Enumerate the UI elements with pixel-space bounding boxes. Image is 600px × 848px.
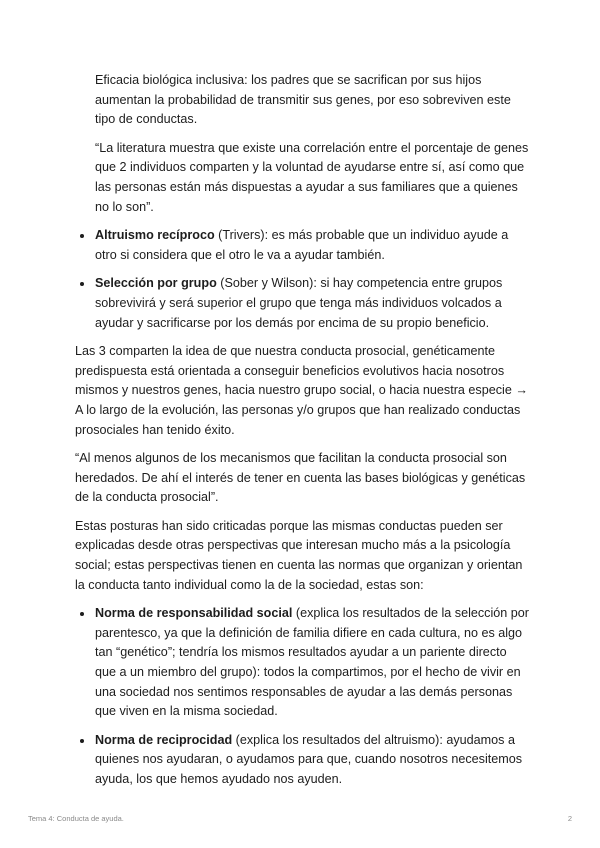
footer-chapter-title: Tema 4: Conducta de ayuda. <box>28 814 124 823</box>
term-reciprocal-altruism: Altruismo recíproco <box>95 228 215 243</box>
list-item-group-selection <box>75 274 530 333</box>
page-number: 2 <box>567 814 572 823</box>
quote-literature: “La literatura muestra que existe una correlación entre el porcentaje de genes que 2 individuos comparten y la voluntad de ayudarse entre sí, así como que las personas están más dispuestas a ayudar a sus familiares que a quienes no lo son”. <box>95 140 529 214</box>
page-footer <box>28 809 572 829</box>
description-group-selection: (Sober y Wilson): si hay competencia entre grupos sobrevivirá y será superior el grupo que tenga más individuos volcados a ayudar y sacrificarse por los demás por encima de su propio beneficio. <box>95 276 503 330</box>
term-group-selection: Selección por grupo <box>95 276 217 291</box>
term-reciprocity: Norma de reciprocidad <box>95 732 233 747</box>
description-reciprocal-altruism: (Trivers): es más probable que un individuo ayude a otro si considera que el otro le va a ayudar también. <box>95 228 509 262</box>
quote-heredity: “Al menos algunos de los mecanismos que facilitan la conducta prosocial son heredados. De ahí el interés de tener en cuenta las bases biológicas y genéticas de la conducta prosocial”. <box>75 451 526 505</box>
norms-list <box>75 604 530 789</box>
list-item-reciprocal-altruism <box>75 226 530 265</box>
theories-list <box>75 226 530 333</box>
document-body <box>75 71 530 799</box>
paragraph-criticism: Estas posturas han sido criticadas porque las mismas conductas pueden ser explicadas desde otras perspectivas que interesan mucho más a la psicología social; estas perspectivas tienen en cuenta las normas que organizan y orientan la conducta tanto individual como la de la sociedad, estas son: <box>75 518 523 592</box>
description-reciprocity: (explica los resultados del altruismo): ayudamos a quienes nos ayudaran, o ayudamos para que, cuando nosotros necesitemos ayuda, los que hemos ayudado nos ayuden. <box>95 732 523 786</box>
list-item-reciprocity <box>75 731 530 790</box>
list-item-social-responsibility <box>75 604 530 722</box>
paragraph-inclusive-fitness: Eficacia biológica inclusiva: los padres que se sacrifican por sus hijos aumentan la probabilidad de transmitir sus genes, por eso sobreviven este tipo de conductas. <box>95 73 511 127</box>
paragraph-shared-idea: Las 3 comparten la idea de que nuestra conducta prosocial, genéticamente predispuesta está orientada a conseguir beneficios evolutivos hacia nosotros mismos y nuestros genes, hacia nuestro grupo social, o hacia nuestra especie → A lo largo de la evolución, las personas y/o grupos que han realizado conductas prosociales han tenido éxito. <box>75 344 528 437</box>
description-social-responsibility: (explica los resultados de la selección por parentesco, ya que la definición de familia difiere en cada cultura, no es algo tan “genético”; tendría los mismos resultados ayudar a un pariente directo que a un miembro del grupo): todos la compartimos, por el hecho de vivir en una sociedad nos sentimos responsables de ayudar a las demás personas que viven en la misma sociedad. <box>95 606 529 719</box>
term-social-responsibility: Norma de responsabilidad social <box>95 606 293 621</box>
